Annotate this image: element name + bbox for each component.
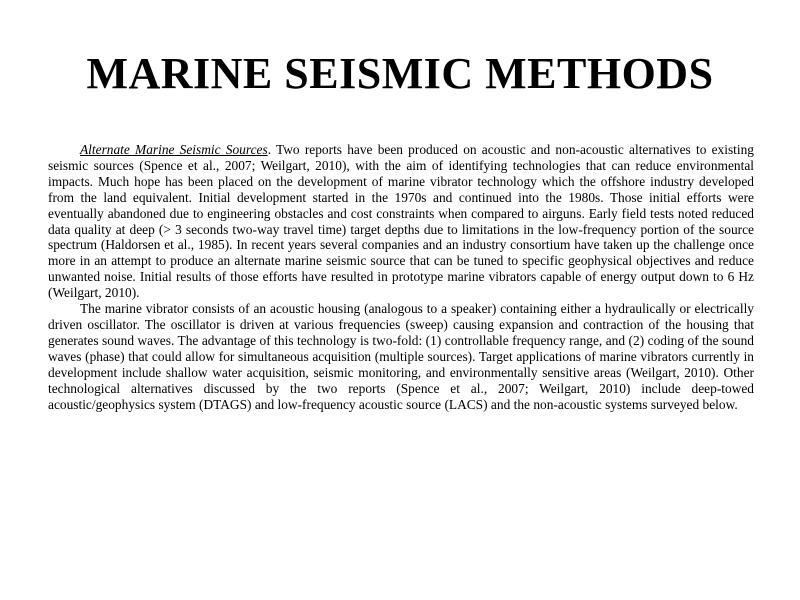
slide-body [48, 142, 754, 412]
slide-title: MARINE SEISMIC METHODS [86, 49, 714, 98]
paragraph-1-text: . Two reports have been produced on acoustic and non-acoustic alternatives to existing seismic sources (Spence et al., 2007; Weilgart, 2010), with the aim of identifying technologies that can reduce environmental impacts. Much hope has been placed on the development of marine vibrator technology which the offshore industry developed from the land equivalent. Initial development started in the 1970s and continued into the 1980s. Those initial efforts were eventually abandoned due to engineering obstacles and cost constraints when compared to airguns. Early field tests noted reduced data quality at deep (> 3 seconds two-way travel time) target depths due to limitations in the low-frequency portion of the source spectrum (Haldorsen et al., 1985). In recent years several companies and an industry consortium have taken up the challenge once more in an attempt to produce an alternate marine seismic source that can be tuned to specific geophysical objectives and reduce unwanted noise. Initial results of those efforts have resulted in prototype marine vibrators capable of energy output down to 6 Hz (Weilgart, 2010). [48, 142, 754, 301]
section-lead-heading: Alternate Marine Seismic Sources [80, 142, 268, 157]
paragraph-marine-vibrator: The marine vibrator consists of an acoustic housing (analogous to a speaker) containing either a hydraulically or electrically driven oscillator. The oscillator is driven at various frequencies (sweep) causing expansion and contraction of the housing that generates sound waves. The advantage of this technology is two-fold: (1) controllable frequency range, and (2) coding of the sound waves (phase) that could allow for simultaneous acquisition (multiple sources). Target applications of marine vibrators currently in development include shallow water acquisition, seismic monitoring, and environmentally sensitive areas (Weilgart, 2010). Other technological alternatives discussed by the two reports (Spence et al., 2007; Weilgart, 2010) include deep-towed acoustic/geophysics system (DTAGS) and low-frequency acoustic source (LACS) and the non-acoustic systems surveyed below. [48, 301, 754, 412]
paragraph-alternate-sources [48, 142, 754, 301]
